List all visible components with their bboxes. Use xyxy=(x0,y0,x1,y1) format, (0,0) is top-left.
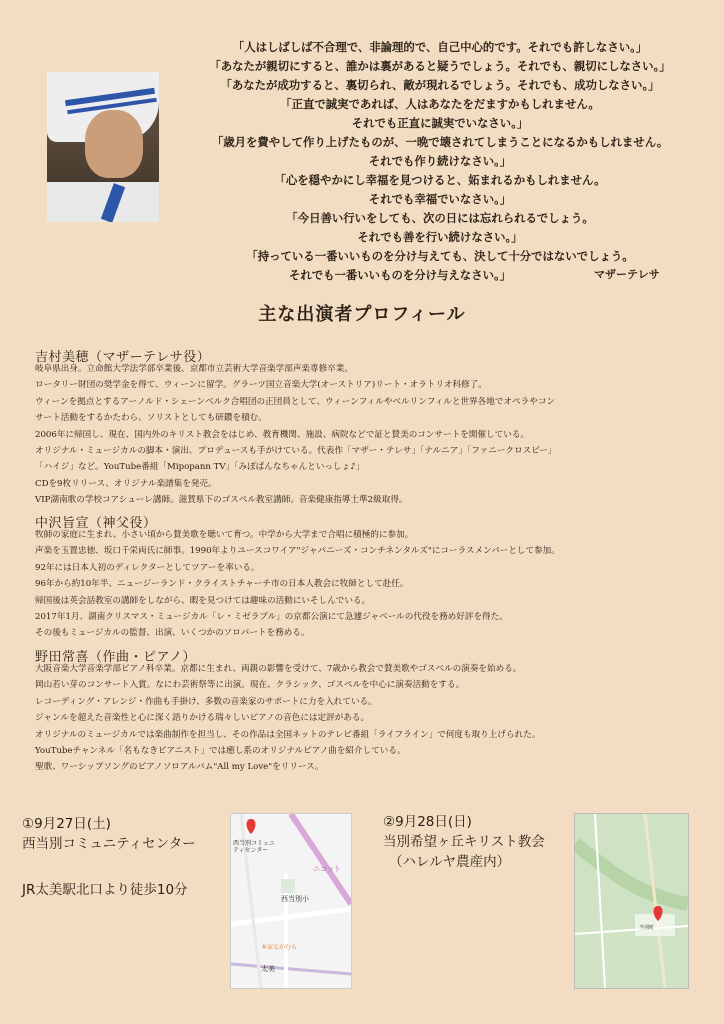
performer-bio: 岐阜県出身。立命館大学法学部卒業後、京都市立芸術大学音楽学部声楽専修卒業。 ロータリー財団の奨学金を得て、ウィーンに留学。グラーツ国立音楽大学(オーストリア)リート・オラトリオ科修了。 ウィーンを拠点とするアーノルド・シェーンベルク合唱団の正団員として、ウィーンフィルやベルリンフィルと世界各地でオペラやコン サート活動をするかたわら、ソリストとしても研鑽を積む。 2006年に帰国し、現在、国内外のキリスト教会をはじめ、教育機関、施設、病院などで証と賛美のコンサートを開催している。 オリジナル・ミュージカルの脚本・演出、プロデュースも手がけている。代表作「マザー・テレサ」「ナルニア」「ファニークロスビー」 「ハイジ」など。YouTube番組「Mipopann TV」「みぽぱんなちゃんといっしょ♪」 CDを9枚リリース、オリジナル楽譜集を発売。 VIP湖南歌の学校コアシューレ講師。滋賀県下のゴスペル教室講師。音楽健康指導士準2級取得。 xyxy=(35,364,557,506)
performer-name: 中沢旨宣（神父役） xyxy=(35,516,157,531)
venue-subplace: （ハレルヤ農産内） xyxy=(389,854,511,870)
performer-bio: 牧師の家庭に生まれ、小さい頃から賛美歌を聴いて育つ。中学から大学まで合唱に積極的に参加。 声楽を玉置忠徳、坂口千栄両氏に師事。1990年よりユースコワイア"ジャパニーズ・コンチネンタルズ"にコーラスメンバーとして参加。 92年には日本人初のディレクターとしてツアーを率いる。 96年から約10年半、ニュージーランド・クライストチャーチ市の日本人教会に牧師として赴任。 帰国後は英会話教室の講師をしながら、暇を見つけては趣味の活動にいそしんでいる。 2017年1月、湖南クリスマス・ミュージカル「レ・ミゼラブル」の京都公演にて急遽ジャベールの代役を務め好評を得た。 その後もミュージカルの監督、出演、いくつかのソロパートを務める。 xyxy=(35,530,560,639)
performer-name: 野田常喜（作曲・ピアノ） xyxy=(35,650,196,665)
quote-line: それでも正直に誠実でいなさい。」 xyxy=(351,116,529,130)
quote-line: それでも作り続けなさい。」 xyxy=(368,154,512,168)
venue-1-map xyxy=(230,813,352,989)
profile-heading: 主な出演者プロフィール xyxy=(258,304,466,325)
map-label: 本家なかむら xyxy=(261,944,298,951)
quote-line: 「今日善い行いをしても、次の日には忘れられるでしょう。 xyxy=(286,211,594,225)
quote-line: 「あなたが親切にすると、誰かは裏があると疑うでしょう。それでも、親切にしなさい。」 xyxy=(209,59,671,73)
venue-date: ②9月28日(日) xyxy=(383,814,472,830)
quote-signature: マザーテレサ xyxy=(594,268,660,281)
mother-teresa-photo xyxy=(47,72,159,222)
map-label: ニコット xyxy=(313,865,341,873)
map-label: 西当別小 xyxy=(281,895,309,903)
quote-line: 「人はしばしば不合理で、非論理的で、自己中心的です。それでも許しなさい。」 xyxy=(232,40,648,54)
venue-date: ①9月27日(土) xyxy=(22,816,111,832)
quote-line: 「心を穏やかにし幸福を見つけると、妬まれるかもしれません。 xyxy=(274,173,606,187)
quote-line: それでも善を行い続けなさい。」 xyxy=(357,230,523,244)
performer-bio: 大阪音楽大学音楽学部ピアノ科卒業。京都に生まれ、両親の影響を受けて、7歳から教会で賛美歌やゴスペルの演奏を始める。 岡山若い芽のコンサート入賞。なにわ芸術祭等に出演。現在、クラシック、ゴスペルを中心に演奏活動をする。 レコーディング・アレンジ・作曲も手掛け、多数の音楽家のサポートに力を入れている。 ジャンルを超えた音楽性と心に深く語りかける瑞々しいピアノの音色には定評がある。 オリジナルのミュージカルでは楽曲制作を担当し、その作品は全国ネットのテレビ番組「ライフライン」で何度も取り上げられた。 YouTubeチャンネル「名もなきピアニスト」では癒し系のオリジナルピアノ曲を紹介している。 聖歌、ワーシップソングのピアノソロアルバム"All my Love"をリリース。 xyxy=(35,664,541,773)
quote-line: それでも一番いいものを分け与えなさい。」 xyxy=(288,268,512,282)
map-label: ティセンター xyxy=(233,847,269,854)
venue-place: 西当別コミュニティセンター xyxy=(22,836,196,852)
quote-line: 「あなたが成功すると、裏切られ、敵が現れるでしょう。それでも、成功しなさい。」 xyxy=(220,78,660,92)
venue-place: 当別希望ヶ丘キリスト教会 xyxy=(383,834,545,850)
venue-1 xyxy=(22,814,196,900)
performer-name: 吉村美穂（マザーテレサ役） xyxy=(35,350,211,365)
quote-line: 「歳月を費やして作り上げたものが、一晩で壊されてしまうことになるかもしれません。 xyxy=(211,135,669,149)
quote-line: 「正直で誠実であれば、人はあなたをだますかもしれません。 xyxy=(280,97,600,111)
venue-2 xyxy=(383,812,545,872)
map-label: 当別町 xyxy=(639,925,655,931)
venue-access: JR太美駅北口より徒歩10分 xyxy=(22,882,188,898)
venue-2-map xyxy=(574,813,689,989)
map-label: 西当別コミュニ xyxy=(233,840,275,847)
quote-line: 「持っている一番いいものを分け与えても、決して十分ではないでしょう。 xyxy=(246,249,634,263)
map-label: 太美 xyxy=(261,965,275,973)
quote-line: それでも幸福でいなさい。」 xyxy=(368,192,512,206)
